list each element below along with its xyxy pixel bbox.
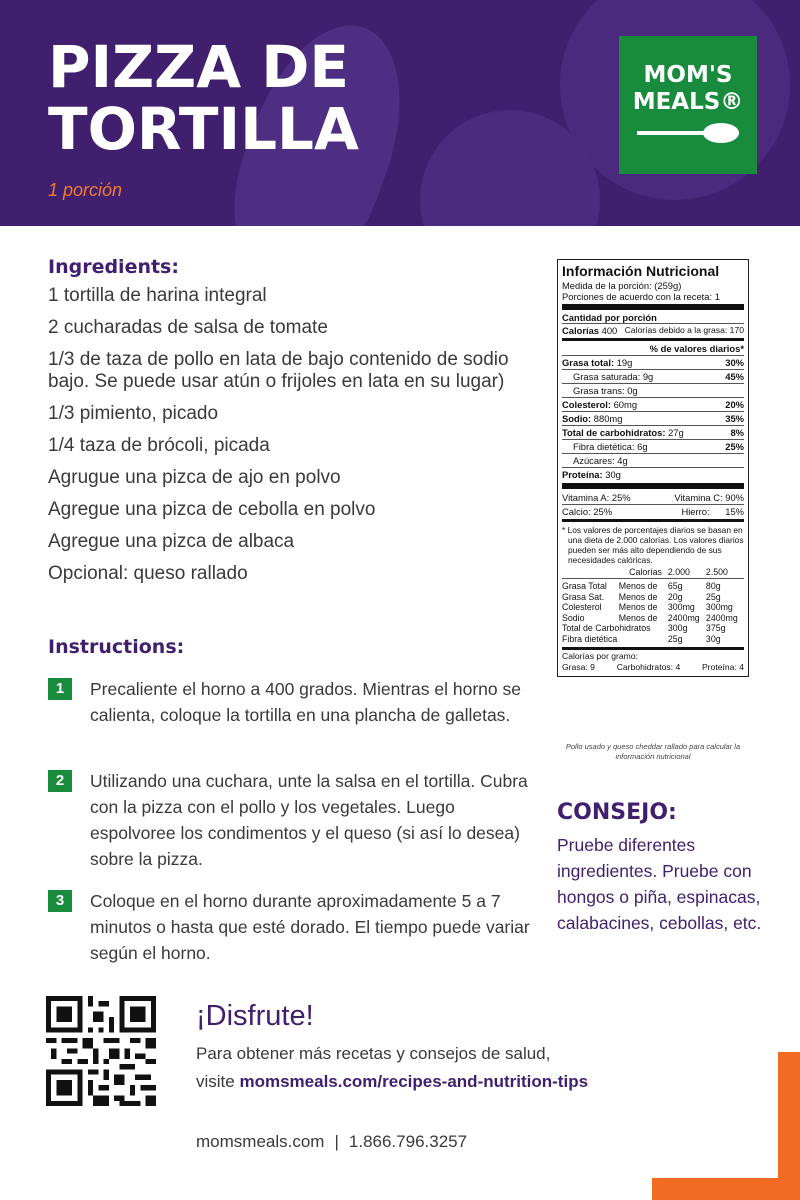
vitamin-c: Vitamina C: 90% [674,492,744,503]
step-number-badge: 1 [48,678,72,700]
step-text: Utilizando una cuchara, unte la salsa en el tortilla. Cubra con la pizza con el pollo y los vegetales. Luego espolvoree los condimentos y el queso (si así lo desea) sobre la pizza. [90,771,528,869]
list-item: 1/3 pimiento, picado [48,403,219,424]
logo-text-line-1: MOM'S [643,62,733,88]
table-cell: 25g [667,633,683,644]
table-cell: 30g [705,633,721,644]
title-line-2: TORTILLA [48,95,359,163]
ingredients-list [48,285,518,595]
nutrient-row [562,439,744,453]
title-line-1: PIZZA DE [48,33,350,101]
table-cell: Colesterol [562,602,602,612]
moms-meals-logo [619,36,757,174]
table-header: 2.000 [667,567,690,577]
table-cell: Grasa Total [562,581,607,591]
nutrient-row [562,383,744,397]
tip-heading: CONSEJO: [557,800,677,825]
dv-header-row [562,342,744,355]
dv-header: % de valores diarios* [649,343,744,354]
per-gram-protein: Proteína: 4 [701,662,744,672]
nutrient-row [562,397,744,411]
calcium: Calcio: 25% [562,506,613,517]
nutrient-value: 27g [668,427,684,438]
nutrition-note: Pollo usado y queso cheddar rallado para calcular la información nutricional [565,742,741,761]
corner-accent [652,1178,800,1200]
nutrient-dv: 35% [725,413,744,424]
daily-values-table [562,567,744,644]
list-item: 1 tortilla de harina integral [48,285,267,306]
nutrition-facts-panel [557,259,749,677]
list-item: Agregue una pizca de albaca [48,531,295,552]
nutrient-dv: 45% [725,371,744,382]
per-gram-label: Calorías por gramo: [562,651,638,661]
table-row [562,623,744,634]
iron-value: 15% [725,506,744,517]
table-cell: 65g [667,581,683,591]
nutrient-value: 4g [617,455,628,466]
table-cell: 300g [667,623,688,633]
table-cell: Total de Carbohidratos [562,623,651,633]
nutrient-label: Total de carbohidratos: [562,427,666,438]
list-item: 1/4 taza de brócoli, picada [48,435,270,456]
table-cell: 300mg [667,602,695,612]
list-item: Opcional: queso rallado [48,563,248,584]
nutrient-dv: 20% [725,399,744,410]
nutrient-value: 19g [616,357,633,368]
nutrition-title: Información Nutricional [562,263,720,279]
qr-code[interactable] [46,996,156,1106]
nutrient-dv: 8% [730,427,744,438]
nutrient-label: Azúcares: [573,455,615,466]
table-cell: Menos de [618,591,658,602]
nutrient-dv: 25% [725,441,744,452]
table-row [562,592,744,603]
logo-text-line-2: MEALS® [632,89,744,115]
calories-from-fat: Calorías debido a la grasa: 170 [624,325,744,335]
contact-divider: | [334,1132,339,1151]
step-text: Coloque en el horno durante aproximadamente 5 a 7 minutos o hasta que esté dorado. El tiempo puede variar según el horno. [90,891,530,963]
table-row [562,581,744,592]
table-cell: Grasa Sat. [562,591,605,602]
tip-text: Pruebe diferentes ingredientes. Pruebe con hongos o piña, espinacas, calabacines, cebollas, etc. [557,835,762,933]
divider [562,519,744,522]
nutrient-label: Proteína: [562,469,603,480]
table-cell: 2400mg [705,612,738,623]
nutrient-label: Grasa saturada: [573,371,641,382]
table-cell: Sodio [562,612,585,623]
dv-footnote: * Los valores de porcentajes diarios se basan en una dieta de 2.000 calorías. Los valores diarios pueden ser más alto dependiendo de sus necesidades calóricas. [562,525,744,565]
list-item: Agrugue una pizca de ajo en polvo [48,467,341,488]
vitamin-a: Vitamina A: 25% [562,492,631,503]
table-cell: Menos de [618,581,658,591]
table-cell: 2400mg [667,612,700,623]
nutrient-label: Fibra dietética: [573,441,635,452]
nutrient-value: 9g [642,371,654,382]
table-header: 2.500 [705,567,728,577]
divider [562,338,744,341]
vitamin-row [562,491,744,504]
nutrient-label: Grasa total: [562,357,615,368]
nutrient-label: Grasa trans: [573,385,625,396]
step-number-badge: 2 [48,770,72,792]
nutrient-row [562,355,744,369]
calories-row [562,323,744,337]
divider [562,647,744,650]
amount-per-serving: Cantidad por porción [562,312,657,323]
instructions-heading: Instructions: [48,636,185,658]
nutrient-label: Sodio: [562,413,592,424]
serving-size: Medida de la porción: (259g) [562,280,682,291]
nutrient-value: 880mg [593,413,623,424]
table-cell: 80g [705,581,721,591]
nutrient-row [562,369,744,383]
table-row [562,602,744,613]
table-cell: 375g [705,623,726,633]
spoon-icon [633,120,743,146]
divider [562,483,744,489]
nutrient-value: 30g [605,469,621,480]
nutrient-dv: 30% [725,357,744,368]
ingredients-heading: Ingredients: [48,256,179,278]
servings-label: 1 porción [48,180,123,200]
table-cell: 300mg [705,602,733,612]
table-row [562,634,744,645]
more-recipes-link-line [196,1072,588,1092]
table-cell: 20g [667,591,683,602]
nutrient-row [562,425,744,439]
nutrient-value: 0g [627,385,638,396]
phone-number[interactable]: 1.866.796.3257 [348,1132,468,1151]
list-item: Agregue una pizca de cebolla en polvo [48,499,376,520]
website-link[interactable]: momsmeals.com [196,1132,325,1151]
per-gram-fat: Grasa: 9 [562,662,595,672]
more-recipes-text: Para obtener más recetas y consejos de salud, [196,1044,551,1063]
calories-value: 400 [601,325,618,336]
list-item: 2 cucharadas de salsa de tomate [48,317,328,338]
divider [562,304,744,310]
enjoy-heading: ¡Disfrute! [196,1000,314,1032]
nutrient-value: 6g [637,441,648,452]
list-item: 1/3 de taza de pollo en lata de bajo contenido de sodio bajo. Se puede usar atún o frijoles en lata en su lugar) [48,349,509,392]
table-cell: Menos de [618,612,658,623]
vitamin-row [562,504,744,518]
header-banner [0,0,800,226]
nutrient-label: Colesterol: [562,399,611,410]
table-row [562,613,744,624]
table-header: Calorías [629,567,662,577]
visit-prefix: visite [196,1072,240,1091]
table-cell: 25g [705,591,721,602]
iron-label: Hierro: [681,506,710,517]
servings-per-recipe: Porciones de acuerdo con la receta: 1 [562,291,720,302]
table-cell: Fibra dietética [562,633,618,644]
calories-label: Calorías [562,325,599,336]
table-cell: Menos de [618,602,658,612]
step-text: Precaliente el horno a 400 grados. Mientras el horno se calienta, coloque la tortilla en una plancha de galletas. [90,679,521,725]
nutrient-row [562,467,744,481]
per-gram-carb: Carbohidratos: 4 [616,662,681,672]
recipe-title [48,33,528,163]
step-number-badge: 3 [48,890,72,912]
nutrient-row [562,411,744,425]
per-gram-row [562,661,744,673]
contact-line [196,1132,467,1152]
nutrient-row [562,453,744,467]
nutrient-value: 60mg [613,399,638,410]
recipes-link[interactable]: momsmeals.com/recipes-and-nutrition-tips [239,1072,589,1091]
